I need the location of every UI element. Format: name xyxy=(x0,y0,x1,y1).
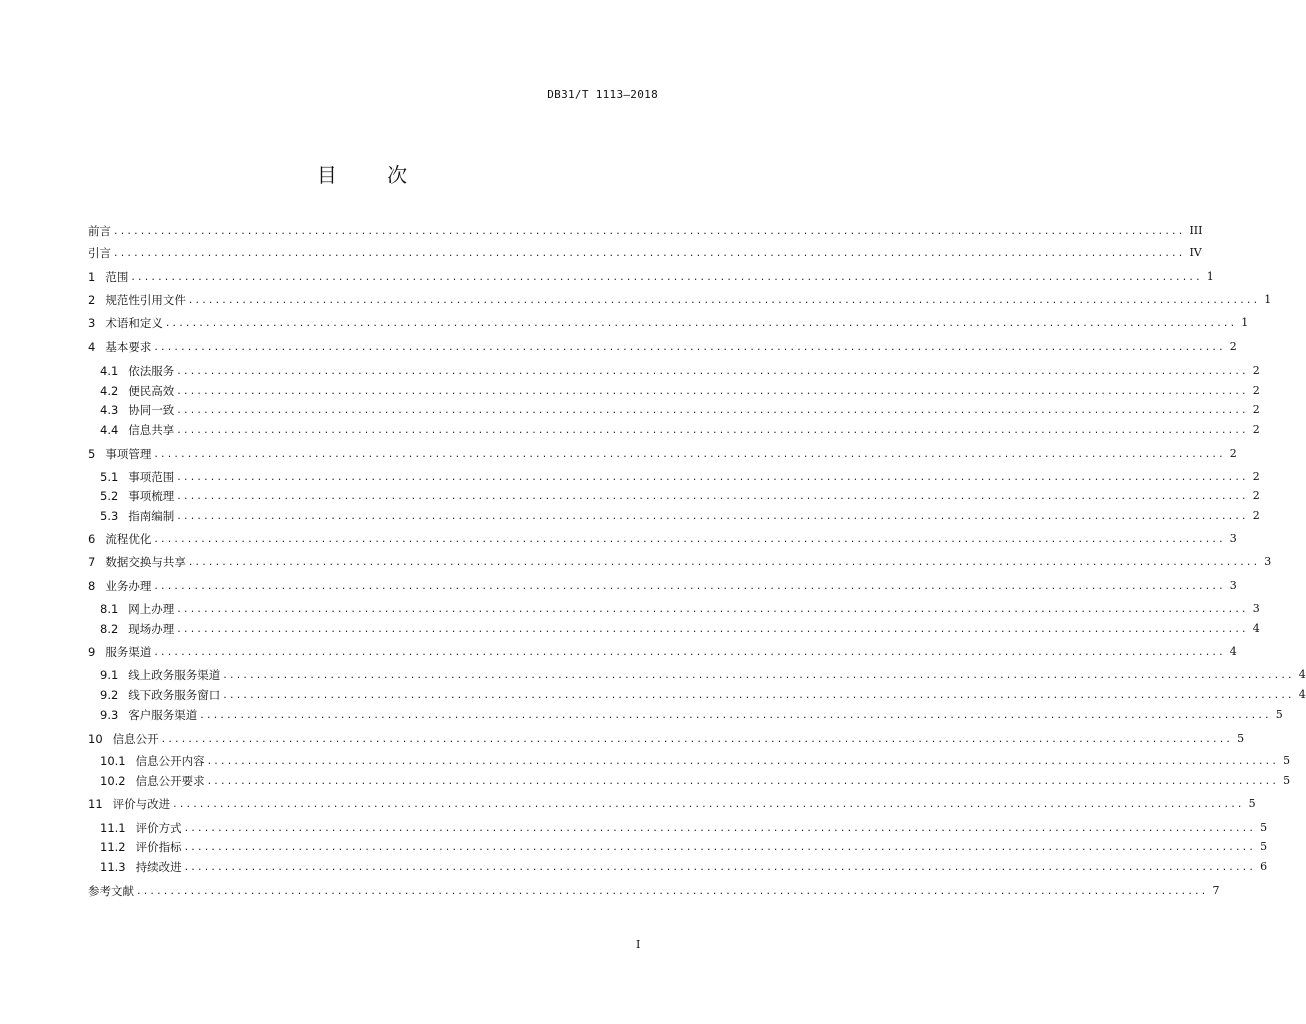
toc-entry-label: 引言 xyxy=(88,246,111,260)
toc-entry xyxy=(88,549,1272,569)
toc-entry-page: 2 xyxy=(1229,340,1237,353)
toc-entry-page: 2 xyxy=(1252,364,1260,377)
toc-entry-number: 6 xyxy=(88,532,96,546)
toc-entry-number: 8.2 xyxy=(100,622,119,636)
toc-leader-dots: ................................................................................................................................................................ xyxy=(154,645,1226,658)
toc-leader-dots: ................................................................................................................................................................ xyxy=(154,340,1226,353)
toc-entry-label: 线上政务服务渠道 xyxy=(128,668,221,682)
toc-entry-page: 5 xyxy=(1283,754,1291,767)
toc-entry-page: 4 xyxy=(1298,668,1306,681)
toc-entry-page: 5 xyxy=(1260,840,1268,853)
toc-leader-dots: ................................................................................................................................................................ xyxy=(177,364,1249,377)
toc-entry-page: 3 xyxy=(1264,555,1272,568)
toc-entry xyxy=(88,639,1237,659)
toc-entry-number: 10 xyxy=(88,732,103,746)
toc-entry xyxy=(100,662,1306,682)
toc-entry-page: 5 xyxy=(1260,821,1268,834)
toc-entry xyxy=(100,702,1283,722)
toc-entry xyxy=(100,854,1268,874)
toc-entry-page: 2 xyxy=(1252,470,1260,483)
toc-entry-label: 依法服务 xyxy=(128,364,175,378)
toc-entry-page: 4 xyxy=(1229,645,1237,658)
toc-entry xyxy=(88,287,1272,307)
toc-entry xyxy=(100,768,1291,788)
toc-entry xyxy=(88,526,1237,546)
toc-leader-dots: ................................................................................................................................................................ xyxy=(200,708,1272,721)
toc-leader-dots: ................................................................................................................................................................ xyxy=(223,688,1295,701)
toc-entry-label: 便民高效 xyxy=(128,384,175,398)
toc-entry xyxy=(100,483,1260,503)
toc-entry-number: 5.1 xyxy=(100,470,119,484)
toc-entry-number: 5.2 xyxy=(100,489,119,503)
toc-entry-label: 持续改进 xyxy=(135,860,182,874)
toc-leader-dots: ................................................................................................................................................................ xyxy=(177,622,1249,635)
toc-leader-dots: ................................................................................................................................................................ xyxy=(131,270,1203,283)
toc-entry-label: 事项范围 xyxy=(128,470,175,484)
toc-entry xyxy=(100,596,1260,616)
toc-entry xyxy=(88,878,1220,898)
toc-entry xyxy=(100,834,1268,854)
toc-leader-dots: ................................................................................................................................................................ xyxy=(207,754,1280,767)
toc-entry-number: 2 xyxy=(88,293,96,307)
toc-entry-label: 事项管理 xyxy=(105,447,152,461)
toc-entry xyxy=(88,218,1203,238)
toc-entry-page: 2 xyxy=(1252,489,1260,502)
toc-entry-page: 2 xyxy=(1252,423,1260,436)
toc-leader-dots: ................................................................................................................................................................ xyxy=(154,532,1226,545)
toc-entry-number: 1 xyxy=(88,270,96,284)
toc-entry-label: 线下政务服务窗口 xyxy=(128,688,221,702)
toc-leader-dots: ................................................................................................................................................................ xyxy=(188,555,1261,568)
toc-entry-number: 8 xyxy=(88,579,96,593)
toc-entry xyxy=(100,682,1306,702)
toc-entry-number: 8.1 xyxy=(100,602,119,616)
toc-leader-dots: ................................................................................................................................................................ xyxy=(114,246,1186,259)
toc-entry-label: 评价与改进 xyxy=(112,797,171,811)
toc-entry xyxy=(100,378,1260,398)
toc-leader-dots: ................................................................................................................................................................ xyxy=(114,224,1186,237)
toc-entry-page: 7 xyxy=(1212,884,1220,897)
toc-leader-dots: ................................................................................................................................................................ xyxy=(154,447,1226,460)
toc-entry xyxy=(88,310,1249,330)
toc-entry xyxy=(88,240,1202,260)
toc-entry-label: 评价方式 xyxy=(135,821,182,835)
toc-entry-number: 3 xyxy=(88,316,96,330)
toc-entry-number: 4.2 xyxy=(100,384,119,398)
toc-entry-number: 4.3 xyxy=(100,403,119,417)
toc-entry-label: 规范性引用文件 xyxy=(105,293,186,307)
toc-entry-page: 2 xyxy=(1252,403,1260,416)
page-number: I xyxy=(636,938,641,951)
toc-entry xyxy=(100,464,1260,484)
toc-entry-page: 3 xyxy=(1229,532,1237,545)
toc-entry xyxy=(100,358,1260,378)
toc-entry-number: 5.3 xyxy=(100,509,119,523)
toc-entry-page: 5 xyxy=(1283,774,1291,787)
toc-entry xyxy=(100,815,1268,835)
toc-leader-dots: ................................................................................................................................................................ xyxy=(161,732,1234,745)
toc-entry-number: 7 xyxy=(88,555,96,569)
toc-entry-label: 协同一致 xyxy=(128,403,175,417)
toc-entry-label: 信息公开内容 xyxy=(135,754,205,768)
toc-leader-dots: ................................................................................................................................................................ xyxy=(177,489,1249,502)
toc-entry-number: 4.1 xyxy=(100,364,119,378)
toc-entry-page: IV xyxy=(1189,246,1202,259)
toc-entry-label: 范围 xyxy=(105,270,129,284)
toc-leader-dots: ................................................................................................................................................................ xyxy=(154,579,1226,592)
toc-entry-label: 评价指标 xyxy=(135,840,182,854)
toc-entry-label: 信息公开要求 xyxy=(135,774,205,788)
toc-leader-dots: ................................................................................................................................................................ xyxy=(184,840,1257,853)
toc-entry-page: 4 xyxy=(1252,622,1260,635)
toc-entry-label: 参考文献 xyxy=(88,884,134,898)
toc-leader-dots: ................................................................................................................................................................ xyxy=(223,668,1295,681)
toc-leader-dots: ................................................................................................................................................................ xyxy=(137,884,1209,897)
toc-leader-dots: ................................................................................................................................................................ xyxy=(177,384,1249,397)
toc-entry xyxy=(100,417,1260,437)
toc-entry-number: 9.1 xyxy=(100,668,119,682)
toc-entry-page: 5 xyxy=(1237,732,1245,745)
toc-entry-label: 指南编制 xyxy=(128,509,175,523)
toc-entry-page: 5 xyxy=(1248,797,1256,810)
toc-entry-page: 1 xyxy=(1206,270,1214,283)
toc-entry-page: 2 xyxy=(1229,447,1237,460)
toc-entry-label: 网上办理 xyxy=(128,602,175,616)
toc-entry-label: 前言 xyxy=(88,224,111,238)
toc-entry-page: III xyxy=(1189,224,1203,237)
toc-leader-dots: ................................................................................................................................................................ xyxy=(177,602,1249,615)
toc-entry-number: 11.1 xyxy=(100,821,126,835)
toc-entry xyxy=(88,334,1237,354)
toc-entry xyxy=(88,791,1256,811)
toc-leader-dots: ................................................................................................................................................................ xyxy=(177,423,1249,436)
toc-entry-label: 基本要求 xyxy=(105,340,152,354)
toc-entry xyxy=(88,441,1237,461)
toc-entry-label: 信息公开 xyxy=(112,732,159,746)
toc-entry-number: 9.3 xyxy=(100,708,119,722)
toc-entry-number: 4 xyxy=(88,340,96,354)
toc-entry-page: 1 xyxy=(1241,316,1249,329)
toc-entry xyxy=(100,748,1291,768)
toc-entry-label: 业务办理 xyxy=(105,579,152,593)
toc-entry xyxy=(88,264,1214,284)
toc-entry xyxy=(88,726,1245,746)
toc-entry-number: 10.2 xyxy=(100,774,126,788)
toc-leader-dots: ................................................................................................................................................................ xyxy=(188,293,1261,306)
toc-entry-label: 事项梳理 xyxy=(128,489,175,503)
toc-entry-label: 现场办理 xyxy=(128,622,175,636)
toc-entry-page: 5 xyxy=(1275,708,1283,721)
toc-entry-page: 3 xyxy=(1252,602,1260,615)
toc-title: 目 次 xyxy=(316,163,430,187)
toc-leader-dots: ................................................................................................................................................................ xyxy=(177,403,1249,416)
toc-entry xyxy=(100,616,1260,636)
toc-entry xyxy=(100,397,1260,417)
toc-entry xyxy=(100,503,1260,523)
toc-leader-dots: ................................................................................................................................................................ xyxy=(207,774,1280,787)
toc-entry-label: 服务渠道 xyxy=(105,645,152,659)
toc-entry-label: 流程优化 xyxy=(105,532,152,546)
toc-entry-number: 10.1 xyxy=(100,754,126,768)
toc-entry-number: 4.4 xyxy=(100,423,119,437)
toc-leader-dots: ................................................................................................................................................................ xyxy=(165,316,1238,329)
toc-entry-number: 9 xyxy=(88,645,96,659)
toc-leader-dots: ................................................................................................................................................................ xyxy=(177,470,1249,483)
toc-entry-number: 11.2 xyxy=(100,840,126,854)
toc-entry-label: 术语和定义 xyxy=(105,316,163,330)
toc-leader-dots: ................................................................................................................................................................ xyxy=(177,509,1249,522)
toc-entry-page: 2 xyxy=(1252,509,1260,522)
toc-entry-label: 客户服务渠道 xyxy=(128,708,198,722)
toc-entry-label: 数据交换与共享 xyxy=(105,555,186,569)
document-code: DB31/T 1113—2018 xyxy=(547,88,658,101)
toc-entry-page: 3 xyxy=(1229,579,1237,592)
toc-entry-number: 5 xyxy=(88,447,96,461)
toc-entry-label: 信息共享 xyxy=(128,423,175,437)
toc-entry xyxy=(88,573,1237,593)
toc-leader-dots: ................................................................................................................................................................ xyxy=(173,797,1245,810)
toc-entry-page: 2 xyxy=(1252,384,1260,397)
toc-entry-page: 4 xyxy=(1298,688,1306,701)
toc-entry-page: 6 xyxy=(1260,860,1268,873)
toc-entry-number: 11 xyxy=(88,797,103,811)
toc-leader-dots: ................................................................................................................................................................ xyxy=(184,860,1257,873)
toc-entry-number: 9.2 xyxy=(100,688,119,702)
toc-entry-number: 11.3 xyxy=(100,860,126,874)
toc-leader-dots: ................................................................................................................................................................ xyxy=(184,821,1257,834)
toc-entry-page: 1 xyxy=(1264,293,1272,306)
